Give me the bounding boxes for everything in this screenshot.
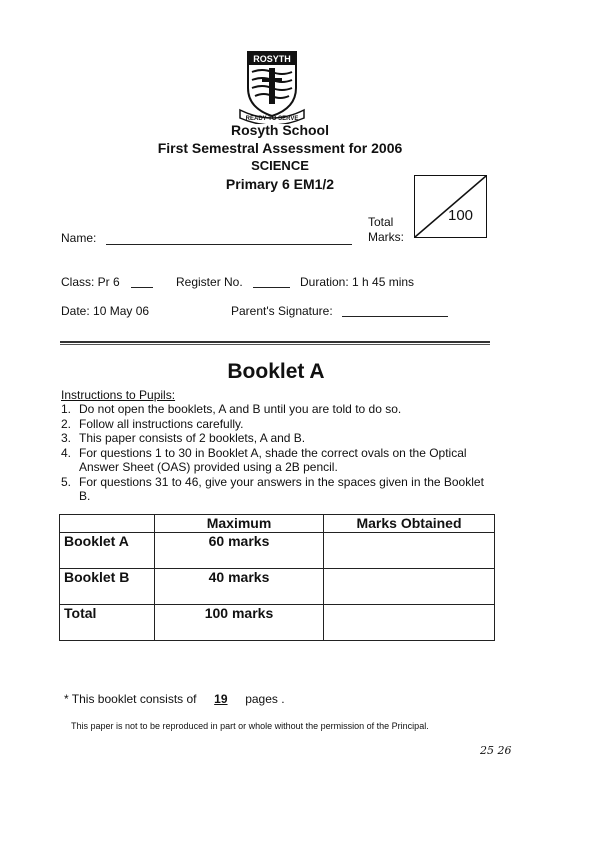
instruction-text: Follow all instructions carefully. xyxy=(79,416,244,431)
register-label: Register No. xyxy=(176,275,243,289)
total-marks-value: 100 xyxy=(448,207,474,224)
name-label: Name: xyxy=(61,231,97,245)
row-max: 60 marks xyxy=(155,533,324,569)
total-label: Total xyxy=(368,215,394,229)
instruction-item xyxy=(61,475,491,504)
instruction-number: 1. xyxy=(61,402,72,416)
instruction-item xyxy=(61,431,491,446)
page-count-prefix: * This booklet consists of xyxy=(64,692,197,706)
row-obtained[interactable] xyxy=(324,605,495,641)
register-line[interactable] xyxy=(253,287,290,288)
table-header-cell xyxy=(60,515,155,533)
page-count-value: 19 xyxy=(214,692,228,706)
booklet-title: Booklet A xyxy=(227,360,325,383)
instruction-number: 4. xyxy=(61,445,72,460)
school-name: Rosyth School xyxy=(230,122,329,138)
instructions-list xyxy=(61,402,491,504)
handwritten-note: 25 26 xyxy=(480,744,512,757)
page-count-line xyxy=(64,692,285,706)
instruction-number: 2. xyxy=(61,416,72,431)
crest-name: ROSYTH xyxy=(253,54,291,64)
row-label: Booklet A xyxy=(60,533,155,569)
marks-table xyxy=(59,514,495,641)
row-max: 100 marks xyxy=(155,605,324,641)
parent-signature-line[interactable] xyxy=(342,316,448,317)
assessment-title: First Semestral Assessment for 2006 xyxy=(157,140,403,156)
copyright-notice: This paper is not to be reproduced in part or whole without the permission of the Principal. xyxy=(71,721,429,731)
row-label: Total xyxy=(60,605,155,641)
divider-rule-thin xyxy=(60,344,490,345)
row-max: 40 marks xyxy=(155,569,324,605)
marks-label: Marks: xyxy=(368,230,404,244)
instructions-title: Instructions to Pupils: xyxy=(61,388,176,402)
table-row xyxy=(60,569,495,605)
name-line[interactable] xyxy=(106,244,352,245)
row-obtained[interactable] xyxy=(324,569,495,605)
class-line[interactable] xyxy=(131,287,153,288)
date-text: Date: 10 May 06 xyxy=(61,304,150,318)
table-header-row xyxy=(60,515,495,533)
page-count-suffix: pages . xyxy=(245,692,285,706)
class-label: Class: Pr 6 xyxy=(61,275,120,289)
divider-rule xyxy=(60,341,490,343)
instruction-number: 3. xyxy=(61,431,72,445)
instruction-item xyxy=(61,446,491,475)
duration-text: Duration: 1 h 45 mins xyxy=(300,275,415,289)
subject-title: SCIENCE xyxy=(251,158,309,173)
crest-motto: READY TO SERVE xyxy=(245,116,299,122)
instruction-text: For questions 1 to 30 in Booklet A, shade the correct ovals on the Optical Answer Sheet (OAS) provided using a 2B pencil. xyxy=(79,445,467,474)
row-obtained[interactable] xyxy=(324,533,495,569)
table-header-cell: Maximum xyxy=(155,515,324,533)
instruction-text: Do not open the booklets, A and B until you are told to do so. xyxy=(79,402,402,416)
school-crest-logo xyxy=(238,48,306,124)
row-label: Booklet B xyxy=(60,569,155,605)
instruction-number: 5. xyxy=(61,474,72,489)
table-row xyxy=(60,533,495,569)
table-header-cell: Marks Obtained xyxy=(324,515,495,533)
table-row xyxy=(60,605,495,641)
instruction-item xyxy=(61,417,491,432)
level-title: Primary 6 EM1/2 xyxy=(225,176,335,192)
instruction-text: This paper consists of 2 booklets, A and B. xyxy=(79,431,306,445)
instruction-text: For questions 31 to 46, give your answers in the spaces given in the Booklet B. xyxy=(79,474,484,503)
instruction-item xyxy=(61,402,491,417)
parent-signature-label: Parent's Signature: xyxy=(231,304,333,318)
